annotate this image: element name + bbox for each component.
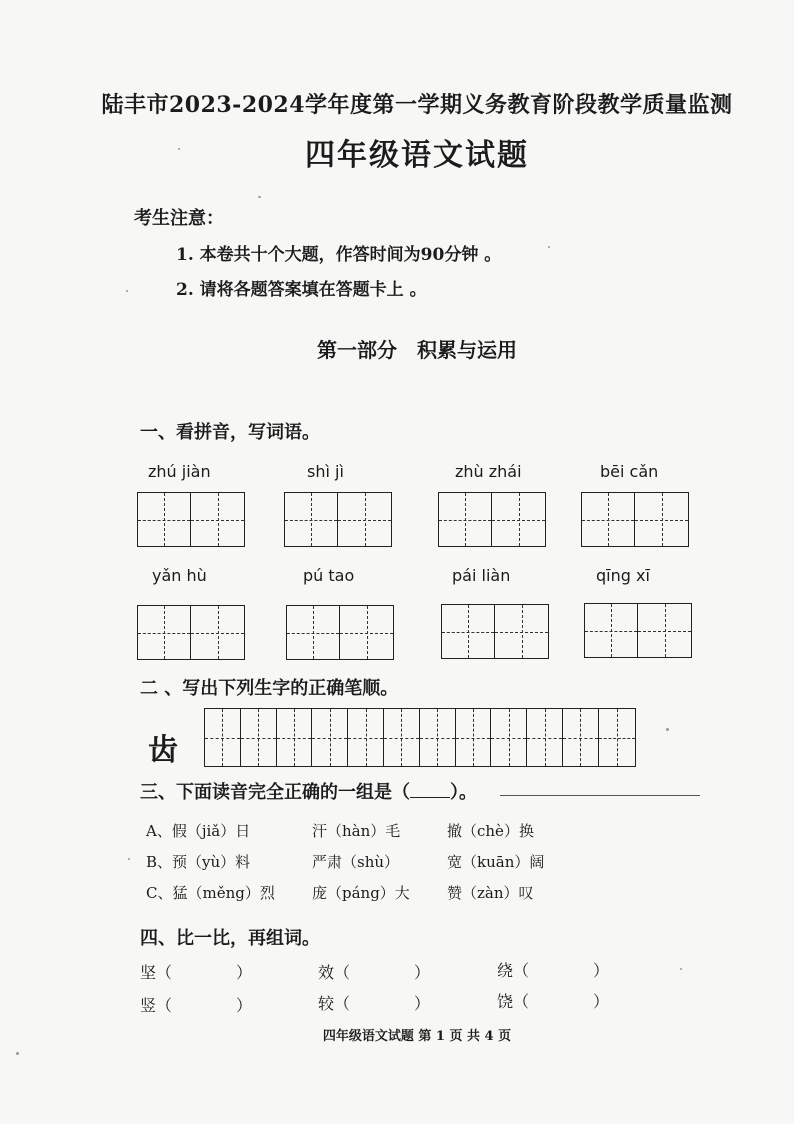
question-2-title: 二 、写出下列生字的正确笔顺。 xyxy=(140,678,399,699)
question-3-title-start: 三、下面读音完全正确的一组是（ xyxy=(140,782,410,803)
pinyin-label: qīng xī xyxy=(596,566,650,585)
pinyin-label: shì jì xyxy=(307,462,344,481)
exam-header-title: 陆丰市2023-2024学年度第一学期义务教育阶段教学质量监测 xyxy=(101,92,733,118)
notice-item: 2. 请将各题答案填在答题卡上 。 xyxy=(176,280,427,300)
part-title: 第一部分 积累与运用 xyxy=(317,338,517,362)
scan-speck xyxy=(680,968,682,970)
option-b-item: 严肃（shù） xyxy=(312,853,400,871)
option-b-item: 宽（kuān）阔 xyxy=(447,853,545,871)
option-a-item: 汗（hàn）毛 xyxy=(312,822,401,840)
option-a-item: 撤（chè）换 xyxy=(447,822,534,840)
page-footer: 四年级语文试题 第 1 页 共 4 页 xyxy=(322,1029,512,1044)
divider-line xyxy=(500,795,700,796)
writing-grid[interactable] xyxy=(137,605,245,660)
writing-grid[interactable] xyxy=(584,603,692,658)
scan-speck xyxy=(16,1052,19,1055)
pinyin-label: bēi cǎn xyxy=(600,462,659,481)
writing-grid[interactable] xyxy=(284,492,392,547)
scan-speck xyxy=(258,196,261,198)
writing-grid[interactable] xyxy=(438,492,546,547)
word-pair-item[interactable]: 坚（ ） xyxy=(140,963,253,982)
notice-heading: 考生注意： xyxy=(134,208,224,229)
scan-speck xyxy=(548,246,550,248)
word-pair-item[interactable]: 较（ ） xyxy=(318,994,431,1013)
exam-subtitle: 四年级语文试题 xyxy=(305,138,529,173)
pinyin-label: zhú jiàn xyxy=(148,462,211,481)
option-a-item: A、假（jiǎ）日 xyxy=(146,822,251,840)
scan-speck xyxy=(666,728,669,731)
pinyin-label: pái liàn xyxy=(452,566,511,585)
question-3-title-end: ）。 xyxy=(450,782,477,803)
option-b-item: B、预（yù）料 xyxy=(146,853,251,871)
option-c-item: C、猛（měng）烈 xyxy=(146,884,275,902)
pinyin-label: yǎn hù xyxy=(152,566,207,585)
answer-blank[interactable] xyxy=(410,797,450,798)
scan-speck xyxy=(126,290,128,292)
option-c-item: 赞（zàn）叹 xyxy=(447,884,534,902)
word-pair-item[interactable]: 绕（ ） xyxy=(497,961,610,980)
word-pair-item[interactable]: 竖（ ） xyxy=(140,996,253,1015)
pinyin-label: pú tao xyxy=(303,566,355,585)
stroke-order-character: 齿 xyxy=(148,733,178,768)
word-pair-item[interactable]: 饶（ ） xyxy=(497,992,610,1011)
question-1-title: 一、看拼音，写词语。 xyxy=(140,422,320,443)
writing-grid[interactable] xyxy=(137,492,245,547)
writing-grid[interactable] xyxy=(441,604,549,659)
pinyin-label: zhù zhái xyxy=(455,462,522,481)
notice-item: 1. 本卷共十个大题，作答时间为90分钟 。 xyxy=(176,245,502,265)
question-3-title xyxy=(140,778,477,804)
scan-speck xyxy=(178,148,180,150)
writing-grid[interactable] xyxy=(286,605,394,660)
scan-speck xyxy=(128,858,130,860)
question-4-title: 四、比一比，再组词。 xyxy=(140,928,320,949)
stroke-order-grid[interactable] xyxy=(204,708,636,767)
writing-grid[interactable] xyxy=(581,492,689,547)
option-c-item: 庞（páng）大 xyxy=(312,884,410,902)
word-pair-item[interactable]: 效（ ） xyxy=(318,963,431,982)
